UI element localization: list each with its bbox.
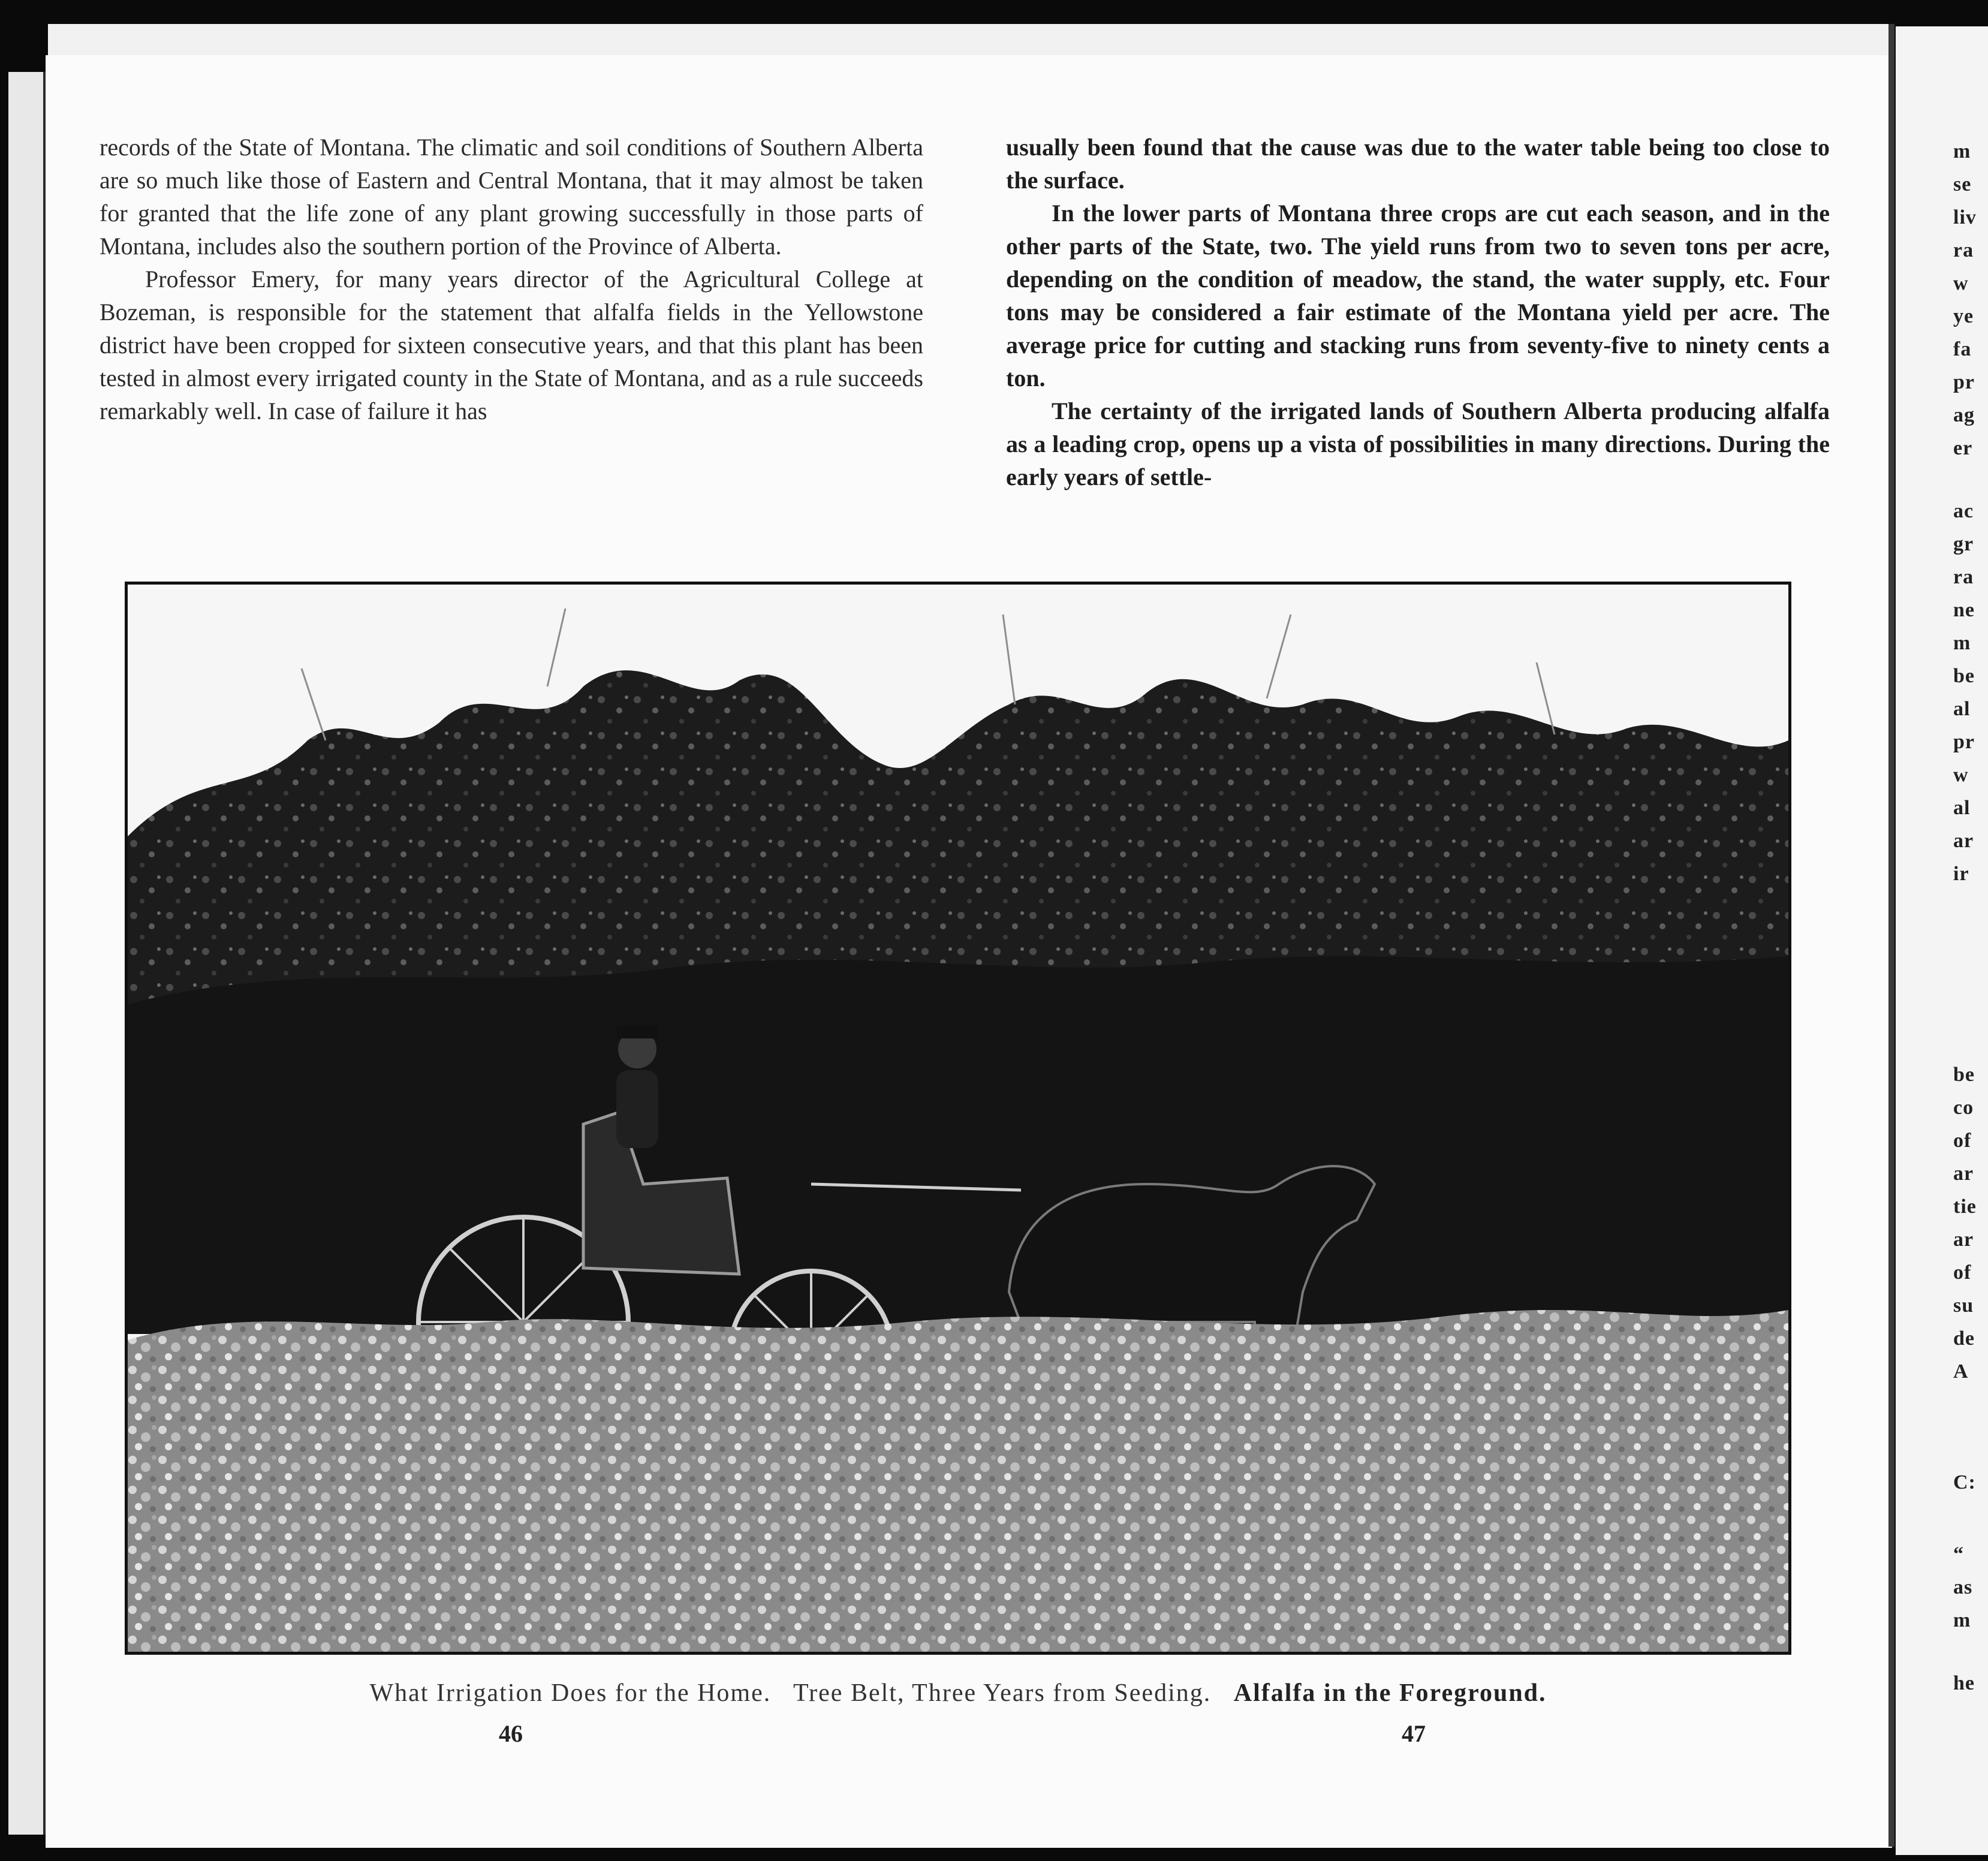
photograph-buggy-in-alfalfa [125, 582, 1791, 1655]
next-page-text-fragment: ar [1953, 1163, 1974, 1185]
previous-page-edge [8, 72, 46, 1835]
next-page-text-fragment: gr [1953, 533, 1974, 555]
next-page-text-fragment: pr [1953, 731, 1975, 753]
paragraph: usually been found that the cause was due to the water table being too close to the surface. [1006, 134, 1830, 194]
next-page-text-fragment: he [1953, 1672, 1975, 1694]
paragraph: Professor Emery, for many years director of the Agricultural College at Bozeman, is responsible for the statement that alfalfa fields in the Yellowstone district have been cropped for sixteen consecutive years, and that this plant has been tested in almost every irrigated county in the State of Montana, and as a rule succeeds remarkably well. In case of failure it has [100, 266, 923, 424]
next-page-text-fragment: m [1953, 632, 1971, 654]
next-page-text-fragment: su [1953, 1294, 1974, 1317]
next-page-text-fragment: ar [1953, 830, 1974, 852]
caption-part-1: What Irrigation Does for the Home. [369, 1679, 772, 1707]
next-page-text-fragment: ye [1953, 305, 1974, 327]
page-number-left: 46 [499, 1720, 523, 1747]
caption-part-3: Alfalfa in the Foreground. [1233, 1679, 1547, 1707]
next-page-text-fragment: m [1953, 140, 1971, 162]
book-spine [1888, 24, 1894, 1847]
next-page-text-fragment: co [1953, 1097, 1974, 1119]
photo-illustration [128, 585, 1788, 1652]
next-page-text-fragment: ar [1953, 1228, 1974, 1251]
next-page-text-fragment: pr [1953, 371, 1975, 393]
next-page-text-fragment: al [1953, 698, 1971, 720]
next-page-text-fragment: be [1953, 665, 1975, 687]
paragraph: In the lower parts of Montana three crops are cut each season, and in the other parts of the State, two. The yield runs from two to seven tons per acre, depending on the condition of meadow, the stand, the water supply, etc. Four tons may be considered a fair estimate of the Montana yield per acre. The average price for cutting and stacking runs from seventy-five to ninety cents a ton. [1006, 200, 1830, 392]
right-column [1006, 131, 1830, 493]
next-page-text-fragment: ne [1953, 599, 1975, 621]
next-page-text-fragment: tie [1953, 1196, 1977, 1218]
next-page-text-fragment: ag [1953, 404, 1975, 426]
photo-caption [125, 1679, 1791, 1708]
next-page-text-fragment: ir [1953, 863, 1969, 885]
next-page-text-fragment: “ [1953, 1543, 1964, 1565]
next-page-text-fragment: ac [1953, 500, 1974, 522]
next-page-text-fragment: be [1953, 1064, 1975, 1086]
next-page-text-fragment: ra [1953, 566, 1974, 588]
next-page-text-fragment: fa [1953, 338, 1972, 360]
next-page-text-fragment: er [1953, 437, 1973, 459]
paragraph: records of the State of Montana. The climatic and soil conditions of Southern Alberta are so much like those of Eastern and Central Montana, that it may almost be taken for granted that the life zone of any plant growing successfully in those parts of Montana, includes also the southern portion of the Province of Alberta. [100, 134, 923, 260]
next-page-text-fragment: C: [1953, 1471, 1976, 1493]
left-column [100, 131, 923, 427]
next-page-text-fragment: w [1953, 272, 1969, 294]
page-number-right: 47 [1402, 1720, 1426, 1747]
next-page-text-fragment: liv [1953, 206, 1977, 228]
next-page-fragment [1896, 26, 1988, 1855]
next-page-text-fragment: of [1953, 1130, 1972, 1152]
caption-part-2: Tree Belt, Three Years from Seeding. [793, 1679, 1212, 1707]
next-page-text-fragment: al [1953, 797, 1971, 819]
next-page-text-fragment: of [1953, 1261, 1972, 1284]
next-page-text-fragment: w [1953, 764, 1969, 786]
paragraph: The certainty of the irrigated lands of Southern Alberta producing alfalfa as a leading crop, opens up a vista of possibilities in many directions. During the early years of settle- [1006, 398, 1830, 490]
next-page-text-fragment: as [1953, 1576, 1973, 1598]
next-page-text-fragment: A [1953, 1360, 1969, 1383]
next-page-text-fragment: se [1953, 173, 1972, 195]
next-page-text-fragment: m [1953, 1609, 1971, 1631]
next-page-text-fragment: de [1953, 1327, 1975, 1350]
next-page-text-fragment: ra [1953, 239, 1974, 261]
